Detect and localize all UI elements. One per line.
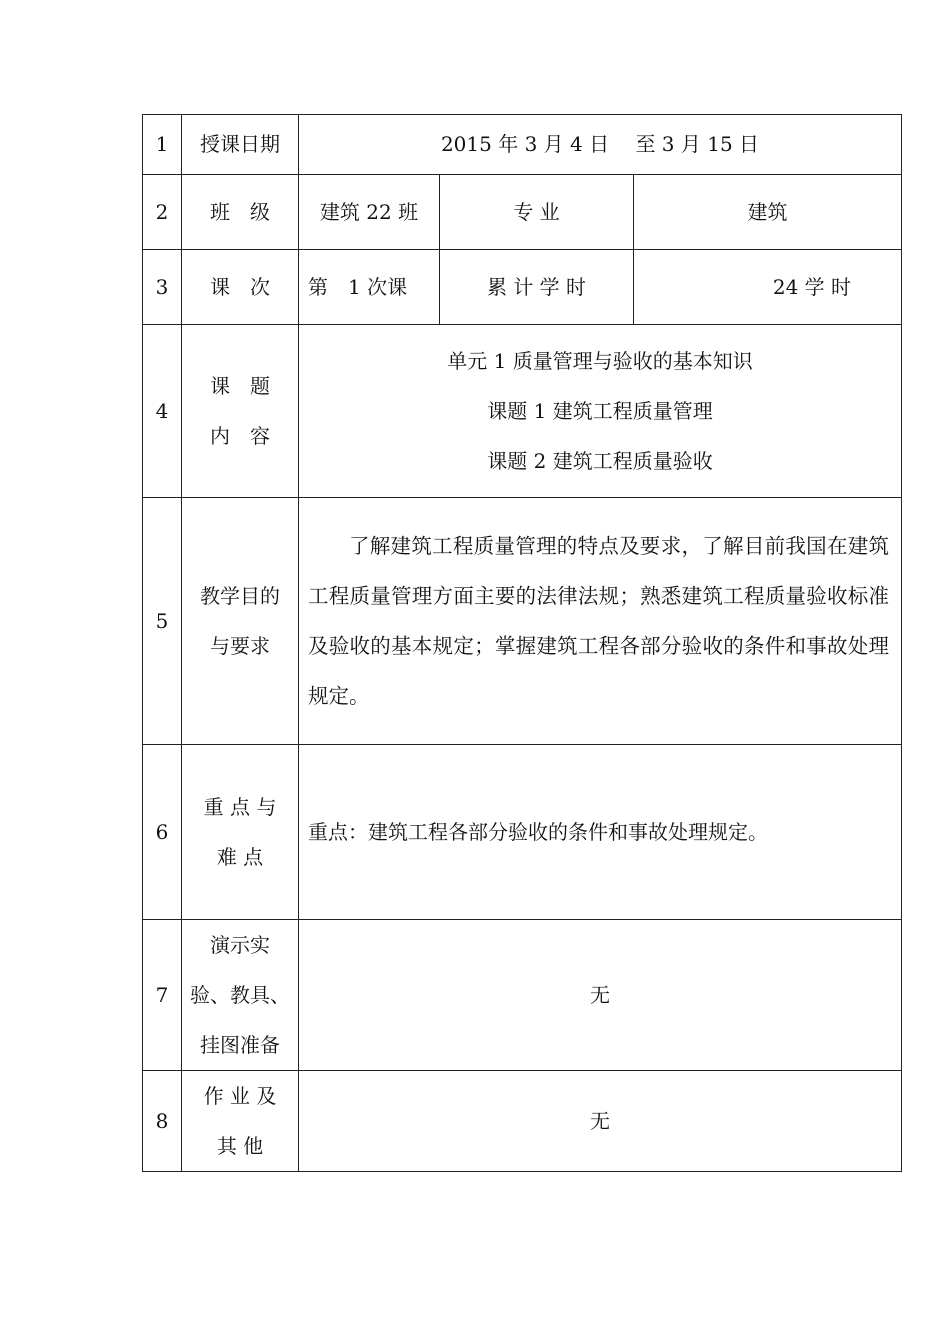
row-number: 8 xyxy=(143,1071,182,1172)
table-row xyxy=(143,745,902,920)
topic-line: 课题 2 建筑工程质量验收 xyxy=(487,449,713,473)
key-points-text: 重点：建筑工程各部分验收的条件和事故处理规定。 xyxy=(299,745,902,920)
table-row xyxy=(143,175,902,250)
demo-materials-value: 无 xyxy=(299,920,902,1071)
row-number: 4 xyxy=(143,325,182,498)
table-row xyxy=(143,920,902,1071)
session-value: 第 1 次课 xyxy=(299,250,440,325)
topic-label-line: 内 容 xyxy=(210,424,270,448)
table-row xyxy=(143,250,902,325)
row-number: 5 xyxy=(143,498,182,745)
row-number: 2 xyxy=(143,175,182,250)
topic-label xyxy=(182,325,299,498)
table-row xyxy=(143,115,902,175)
key-points-label xyxy=(182,745,299,920)
date-label: 授课日期 xyxy=(182,115,299,175)
homework-value: 无 xyxy=(299,1071,902,1172)
session-label: 课 次 xyxy=(182,250,299,325)
major-value: 建筑 xyxy=(634,175,902,250)
key-points-label-line: 重 点 与 xyxy=(203,795,277,819)
table-row xyxy=(143,1071,902,1172)
date-value: 2015 年 3 月 4 日 至 3 月 15 日 xyxy=(299,115,902,175)
teaching-plan-table xyxy=(142,114,902,1172)
major-label: 专 业 xyxy=(440,175,634,250)
row-number: 7 xyxy=(143,920,182,1071)
objectives-label-line: 与要求 xyxy=(210,634,270,658)
topic-label-line: 课 题 xyxy=(210,374,270,398)
hours-value: 24 学 时 xyxy=(634,250,902,325)
topic-line: 课题 1 建筑工程质量管理 xyxy=(487,399,713,423)
homework-label-line: 其 他 xyxy=(216,1134,264,1158)
homework-label xyxy=(182,1071,299,1172)
objectives-text: 了解建筑工程质量管理的特点及要求，了解目前我国在建筑工程质量管理方面主要的法律法规；熟悉建筑工程质量验收标准及验收的基本规定；掌握建筑工程各部分验收的条件和事故处理规定。 xyxy=(299,498,902,745)
demo-materials-label-line: 挂图准备 xyxy=(200,1033,280,1057)
objectives-label xyxy=(182,498,299,745)
homework-label-line: 作 业 及 xyxy=(203,1084,277,1108)
objectives-label-line: 教学目的 xyxy=(200,584,280,608)
demo-materials-label xyxy=(182,920,299,1071)
topic-content xyxy=(299,325,902,498)
table-row xyxy=(143,325,902,498)
row-number: 1 xyxy=(143,115,182,175)
row-number: 6 xyxy=(143,745,182,920)
row-number: 3 xyxy=(143,250,182,325)
class-value: 建筑 22 班 xyxy=(299,175,440,250)
demo-materials-label-line: 演示实 xyxy=(210,933,270,957)
topic-line: 单元 1 质量管理与验收的基本知识 xyxy=(447,349,753,373)
demo-materials-label-line: 验、教具、 xyxy=(190,983,290,1007)
hours-label: 累 计 学 时 xyxy=(440,250,634,325)
class-label: 班 级 xyxy=(182,175,299,250)
key-points-label-line: 难 点 xyxy=(216,845,264,869)
table-row xyxy=(143,498,902,745)
